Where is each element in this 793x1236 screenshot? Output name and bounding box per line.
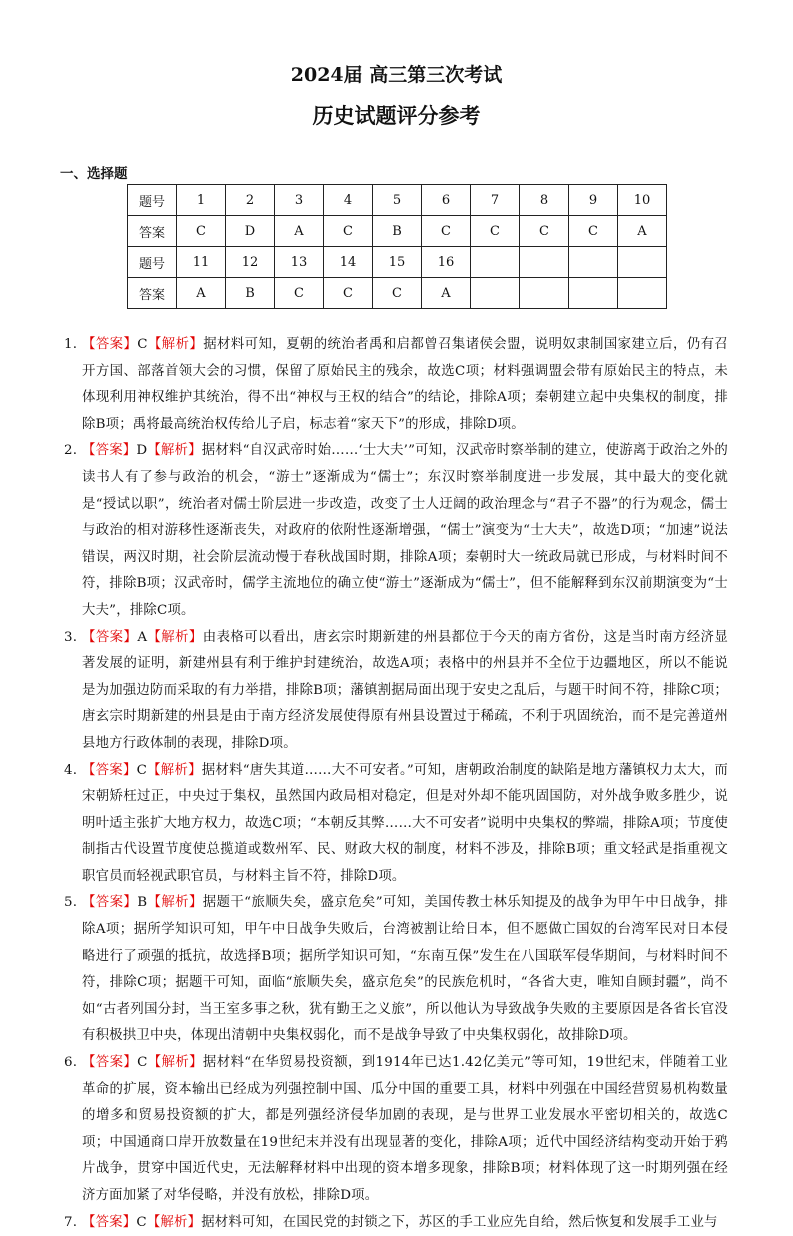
table-cell: C	[324, 278, 373, 309]
table-cell: 13	[275, 247, 324, 278]
table-cell: 11	[177, 247, 226, 278]
item-number: 3.	[64, 629, 78, 645]
table-cell: A	[422, 278, 471, 309]
table-cell	[520, 278, 569, 309]
analysis-label: 【解析】	[146, 1214, 202, 1230]
analysis-text: 据材料可知，夏朝的统治者禹和启都曾召集诸侯会盟，说明奴隶制国家建立后，仍有召开方国、部落首领大会的习惯，保留了原始民主的残余，故选C项；材料强调盟会带有原始民主的特点，未体现利用神权维护其统治，得不出“神权与王权的结合”的结论，排除A项；秦朝建立起中央集权的制度，排除B项；禹将最高统治权传给儿子启，标志着“家天下”的形成，排除D项。	[82, 337, 728, 432]
answer-label: 【答案】	[82, 762, 137, 778]
table-row	[128, 278, 667, 309]
table-cell: A	[177, 278, 226, 309]
table-cell: 2	[226, 185, 275, 216]
table-cell: B	[226, 278, 275, 309]
item-number: 4.	[64, 762, 78, 778]
answer-label: 【答案】	[82, 895, 138, 911]
row-header-cell: 答案	[128, 216, 177, 247]
analysis-label: 【解析】	[147, 762, 202, 778]
table-cell	[471, 247, 520, 278]
answer-explanation-item	[60, 1210, 728, 1236]
table-cell: 3	[275, 185, 324, 216]
table-cell: C	[471, 216, 520, 247]
table-cell: 16	[422, 247, 471, 278]
answer-explanation-item	[60, 758, 728, 891]
answer-letter: C	[136, 1214, 147, 1230]
table-cell	[569, 247, 618, 278]
item-number: 6.	[64, 1055, 78, 1071]
table-cell: 1	[177, 185, 226, 216]
answer-explanation-item	[60, 625, 728, 758]
item-number: 2.	[64, 443, 78, 459]
table-cell: 5	[373, 185, 422, 216]
analysis-text: 据材料“自汉武帝时始……‘士大夫’”可知，汉武帝时察举制的建立，使游离于政治之外的读书人有了参与政治的机会，“游士”逐渐成为“儒士”；东汉时察举制度进一步发展，其中最大的变化就是“授试以职”，统治者对儒士阶层进一步改造，改变了士人迂阔的政治理念与“君子不器”的行为观念，儒士与政治的相对游移性逐渐丧失，对政府的依附性逐渐增强，“儒士”演变为“士大夫”，故选D项；“加速”说法错误，两汉时期，社会阶层流动慢于春秋战国时期，排除A项；秦朝时大一统政局就已形成，与材料时间不符，排除B项；汉武帝时，儒学主流地位的确立使“游士”逐渐成为“儒士”，但不能解释到东汉前期演变为“士大夫”，排除C项。	[82, 443, 728, 618]
table-cell: C	[373, 278, 422, 309]
answer-label: 【答案】	[82, 1055, 138, 1071]
answer-letter: C	[136, 762, 148, 778]
table-cell: 6	[422, 185, 471, 216]
table-cell: C	[177, 216, 226, 247]
analysis-text: 据题干“旅顺失矣，盛京危矣”可知，美国传教士林乐知提及的战争为甲午中日战争，排除A项；据所学知识可知，甲午中日战争失败后，台湾被割让给日本，但不愿做亡国奴的台湾军民对日本侵略进行了顽强的抵抗，故选择B项；据所学知识可知，“东南互保”发生在八国联军侵华期间，与材料时间不符，排除C项；据题干可知，面临“旅顺失矣，盛京危矣”的民族危机时，“各省大吏，唯知自顾封疆”，尚不如“古者列国分封，当王室多事之秋，犹有勤王之义旅”，所以他认为导致战争失败的主要原因是各省长官没有积极拱卫中央，体现出清朝中央集权弱化，而不是战争导致了中央集权弱化，故排除D项。	[82, 895, 728, 1044]
table-cell: C	[275, 278, 324, 309]
answer-explanation-item	[60, 438, 728, 624]
answer-explanation-item	[60, 332, 728, 438]
answer-label: 【答案】	[82, 443, 137, 459]
item-number: 7.	[64, 1214, 78, 1230]
item-number: 1.	[64, 337, 78, 352]
answer-letter: A	[137, 629, 148, 645]
answer-explanation-item	[60, 890, 728, 1050]
exam-title: 2024届 高三第三次考试	[290, 64, 503, 86]
table-cell: C	[520, 216, 569, 247]
answer-letter: C	[137, 337, 148, 352]
table-cell: 9	[569, 185, 618, 216]
analysis-label: 【解析】	[147, 629, 203, 645]
row-header-cell: 题号	[128, 185, 177, 216]
answer-label: 【答案】	[82, 337, 138, 352]
item-number: 5.	[64, 895, 78, 911]
analysis-label: 【解析】	[147, 895, 203, 911]
table-cell	[520, 247, 569, 278]
answer-letter: D	[136, 443, 148, 459]
row-header-cell: 答案	[128, 278, 177, 309]
analysis-label: 【解析】	[147, 443, 202, 459]
table-cell: C	[569, 216, 618, 247]
table-cell: C	[422, 216, 471, 247]
table-row	[128, 247, 667, 278]
table-row	[128, 185, 667, 216]
table-row	[128, 216, 667, 247]
analysis-text: 据材料“唐失其道……大不可安者。”可知，唐朝政治制度的缺陷是地方藩镇权力太大，而宋朝矫枉过正，中央过于集权，虽然国内政局相对稳定，但是对外却不能巩固国防，对外战争败多胜少，说明叶适主张扩大地方权力，故选C项；“本朝反其弊……大不可安者”说明中央集权的弊端，排除A项；节度使制指古代设置节度使总揽道或数州军、民、财政大权的制度，材料不涉及，排除B项；重文轻武是指重视文职官员而轻视武职官员，与材料主旨不符，排除D项。	[82, 762, 728, 884]
table-cell: 15	[373, 247, 422, 278]
answer-label: 【答案】	[82, 629, 138, 645]
table-cell: 10	[618, 185, 667, 216]
explanations-list	[60, 332, 728, 1236]
table-cell: 4	[324, 185, 373, 216]
table-cell	[471, 278, 520, 309]
answer-label: 【答案】	[82, 1214, 137, 1230]
table-cell: 8	[520, 185, 569, 216]
analysis-text: 由表格可以看出，唐玄宗时期新建的州县都位于今天的南方省份，这是当时南方经济显著发展的证明，新建州县有利于维护封建统治，故选A项；表格中的州县并不全位于边疆地区，所以不能说是为加强边防而采取的有力举措，排除B项；藩镇割据局面出现于安史之乱后，与题干时间不符，排除C项；唐玄宗时期新建的州县是由于南方经济发展使得原有州县设置过于稀疏，不利于巩固统治，而不是完善道州县地方行政体制的表现，排除D项。	[82, 629, 728, 751]
analysis-label: 【解析】	[147, 1055, 203, 1071]
answer-letter: C	[137, 1055, 148, 1071]
section-heading: 一、选择题	[60, 166, 128, 182]
answer-letter: B	[137, 895, 148, 911]
table-cell	[618, 247, 667, 278]
table-cell: D	[226, 216, 275, 247]
table-cell: A	[618, 216, 667, 247]
table-cell	[569, 278, 618, 309]
table-cell: 14	[324, 247, 373, 278]
table-cell: 7	[471, 185, 520, 216]
analysis-label: 【解析】	[147, 337, 204, 352]
table-cell	[618, 278, 667, 309]
row-header-cell: 题号	[128, 247, 177, 278]
document-subtitle: 历史试题评分参考	[312, 103, 481, 128]
table-cell: A	[275, 216, 324, 247]
answer-table	[127, 184, 667, 309]
table-cell: 12	[226, 247, 275, 278]
analysis-text: 据材料“在华贸易投资额，到1914年已达1.42亿美元”等可知，19世纪末，伴随着工业革命的扩展，资本输出已经成为列强控制中国、瓜分中国的重要工具，材料中列强在中国经营贸易机构数量的增多和贸易投资额的扩大，都是列强经济侵华加剧的表现，是与世界工业发展水平密切相关的，故选C项；中国通商口岸开放数量在19世纪末并没有出现显著的变化，排除A项；近代中国经济结构变动开始于鸦片战争，贯穿中国近代史，无法解释材料中出现的资本增多现象，排除B项；材料体现了这一时期列强在经济方面加紧了对华侵略，并没有放松，排除D项。	[82, 1055, 728, 1203]
table-cell: C	[324, 216, 373, 247]
analysis-text: 据材料可知，在国民党的封锁之下，苏区的手工业应先自给，然后恢复和发展手工业与	[201, 1214, 718, 1230]
answer-explanation-item	[60, 1050, 728, 1210]
table-cell: B	[373, 216, 422, 247]
